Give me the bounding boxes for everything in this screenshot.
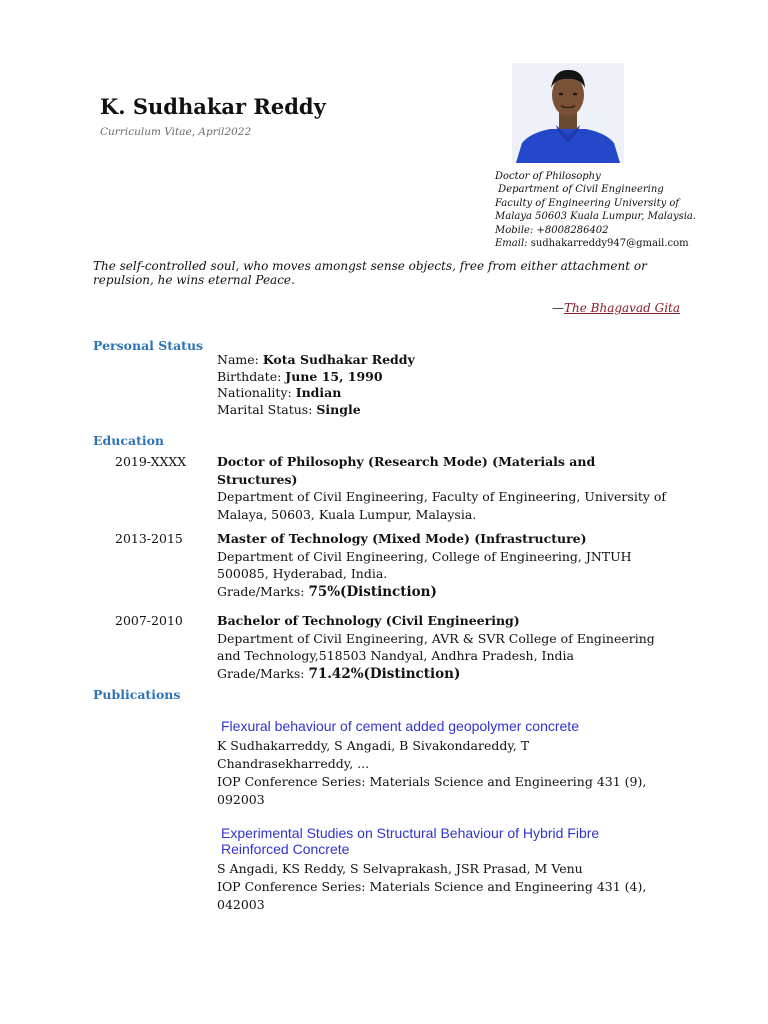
grade-label: Grade/Marks:: [217, 583, 309, 599]
personal-name-row: [217, 352, 415, 369]
section-heading-personal: Personal Status: [93, 338, 204, 353]
publication-entry: [217, 737, 667, 809]
contact-line: Doctor of Philosophy: [495, 171, 601, 182]
personal-birthdate-row: [217, 369, 415, 386]
section-heading-publications: Publications: [93, 687, 181, 702]
email-label: Email:: [495, 238, 531, 250]
degree-title: Master of Technology (Mixed Mode) (Infrastructure): [217, 531, 587, 546]
grade-value: 71.42%(Distinction): [308, 665, 461, 682]
degree-title: Doctor of Philosophy (Research Mode) (Materials and Structures): [217, 454, 596, 487]
email-link[interactable]: sudhakarreddy947@gmail.com: [530, 238, 689, 250]
publication-venue: IOP Conference Series: Materials Science and Engineering 431 (9), 092003: [217, 774, 647, 807]
label: Nationality:: [217, 385, 296, 401]
value: June 15, 1990: [285, 368, 383, 384]
contact-block: [495, 170, 696, 250]
grade-label: Grade/Marks:: [217, 665, 309, 681]
publication-authors: S Angadi, KS Reddy, S Selvaprakash, JSR Prasad, M Venu: [217, 861, 583, 876]
publication-entry: [217, 860, 667, 914]
education-years: 2007-2010: [115, 613, 183, 628]
label: Name:: [217, 352, 263, 367]
publication-title-link[interactable]: Experimental Studies on Structural Behaviour of Hybrid Fibre Reinforced Concrete: [221, 825, 600, 857]
section-heading-education: Education: [93, 433, 165, 448]
grade-row: [217, 665, 667, 684]
quote-dash: —: [552, 301, 564, 315]
education-entry: [217, 612, 667, 683]
grade-row: [217, 583, 667, 602]
contact-line: Faculty of Engineering University of: [495, 197, 680, 209]
cv-subtitle: Curriculum Vitae, April2022: [100, 126, 252, 138]
publication-venue: IOP Conference Series: Materials Science and Engineering 431 (4), 042003: [217, 879, 647, 912]
education-entry: [217, 530, 667, 601]
quote-text: The self-controlled soul, who moves amongst sense objects, free from either attachment or repulsion, he wins eternal Peace.: [93, 259, 647, 287]
degree-title: Bachelor of Technology (Civil Engineering): [217, 613, 520, 628]
publication-authors: K Sudhakarreddy, S Angadi, B Sivakondareddy, T Chandrasekharreddy, ...: [217, 738, 530, 771]
portrait-image: [512, 63, 624, 163]
institution: Department of Civil Engineering, College of Engineering, JNTUH 500085, Hyderabad, India.: [217, 548, 632, 581]
quote-source: [552, 301, 680, 315]
institution: Department of Civil Engineering, AVR & SVR College of Engineering and Technology,518503 Nandyal, Andhra Pradesh, India: [217, 630, 655, 663]
personal-nationality-row: [217, 385, 415, 402]
value: Single: [316, 402, 361, 418]
contact-line: Malaya 50603 Kuala Lumpur, Malaysia.: [495, 211, 697, 223]
personal-marital-row: [217, 402, 415, 419]
education-years: 2013-2015: [115, 531, 183, 546]
education-years: 2019-XXXX: [115, 454, 187, 469]
contact-email: [495, 237, 696, 250]
cv-name: K. Sudhakar Reddy: [100, 94, 326, 119]
contact-line: Mobile: +8008286402: [495, 224, 609, 236]
label: Marital Status:: [217, 402, 317, 418]
publication-title-link[interactable]: Flexural behaviour of cement added geopolymer concrete: [221, 718, 579, 734]
label: Birthdate:: [217, 368, 286, 384]
value: Kota Sudhakar Reddy: [262, 352, 415, 367]
profile-photo: [512, 63, 624, 163]
personal-status-block: [217, 352, 415, 419]
institution: Department of Civil Engineering, Faculty of Engineering, University of Malaya, 50603, Kuala Lumpur, Malaysia.: [217, 489, 667, 522]
grade-value: 75%(Distinction): [308, 583, 437, 600]
quote-source-link[interactable]: The Bhagavad Gita: [564, 301, 681, 315]
value: Indian: [295, 385, 342, 401]
contact-line: Department of Civil Engineering: [495, 184, 664, 196]
education-entry: [217, 453, 667, 523]
